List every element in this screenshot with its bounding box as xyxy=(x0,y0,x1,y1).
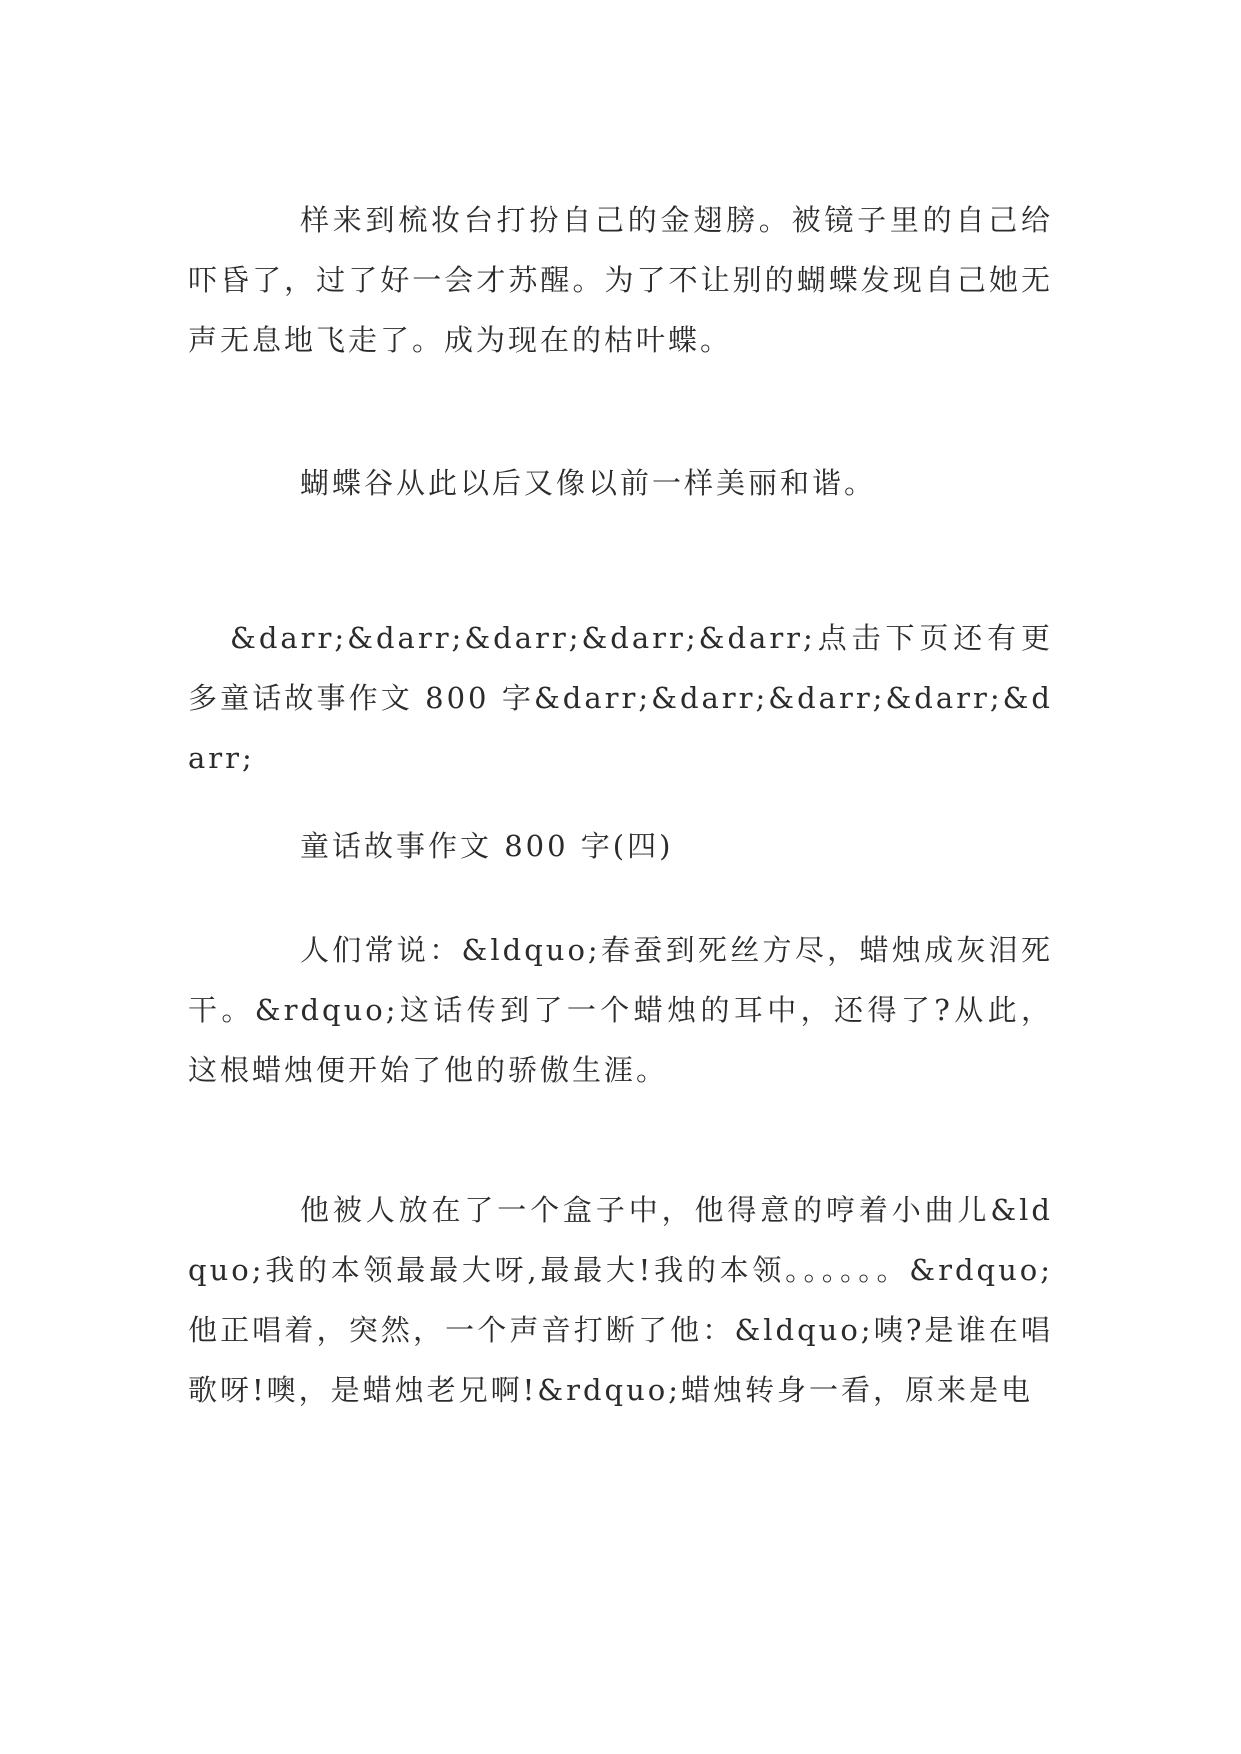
section-heading: 童话故事作文 800 字(四) xyxy=(300,829,674,863)
paragraph-candle-song: 他被人放在了一个盒子中，他得意的哼着小曲儿&ldquo;我的本领最最大呀,最最大!我的本领。。。。。。&rdquo;他正唱着，突然，一个声音打断了他：&ldquo;咦?是谁在唱歌呀!噢，是蜡烛老兄啊!&rdquo;蜡烛转身一看，原来是电 xyxy=(188,1193,1053,1407)
paragraph-butterfly-ending: 样来到梳妆台打扮自己的金翅膀。被镜子里的自己给吓昏了，过了好一会才苏醒。为了不让别的蝴蝶发现自己她无声无息地飞走了。成为现在的枯叶蝶。 xyxy=(188,203,1053,357)
paragraph-butterfly-valley: 蝴蝶谷从此以后又像以前一样美丽和谐。 xyxy=(300,466,877,500)
paragraph-candle-intro: 人们常说：&ldquo;春蚕到死丝方尽，蜡烛成灰泪死干。&rdquo;这话传到了一个蜡烛的耳中，还得了?从此，这根蜡烛便开始了他的骄傲生涯。 xyxy=(188,933,1053,1087)
next-page-link[interactable]: &darr;&darr;&darr;&darr;&darr;点击下页还有更多童话故事作文 800 字&darr;&darr;&darr;&darr;&darr; xyxy=(188,621,1053,775)
